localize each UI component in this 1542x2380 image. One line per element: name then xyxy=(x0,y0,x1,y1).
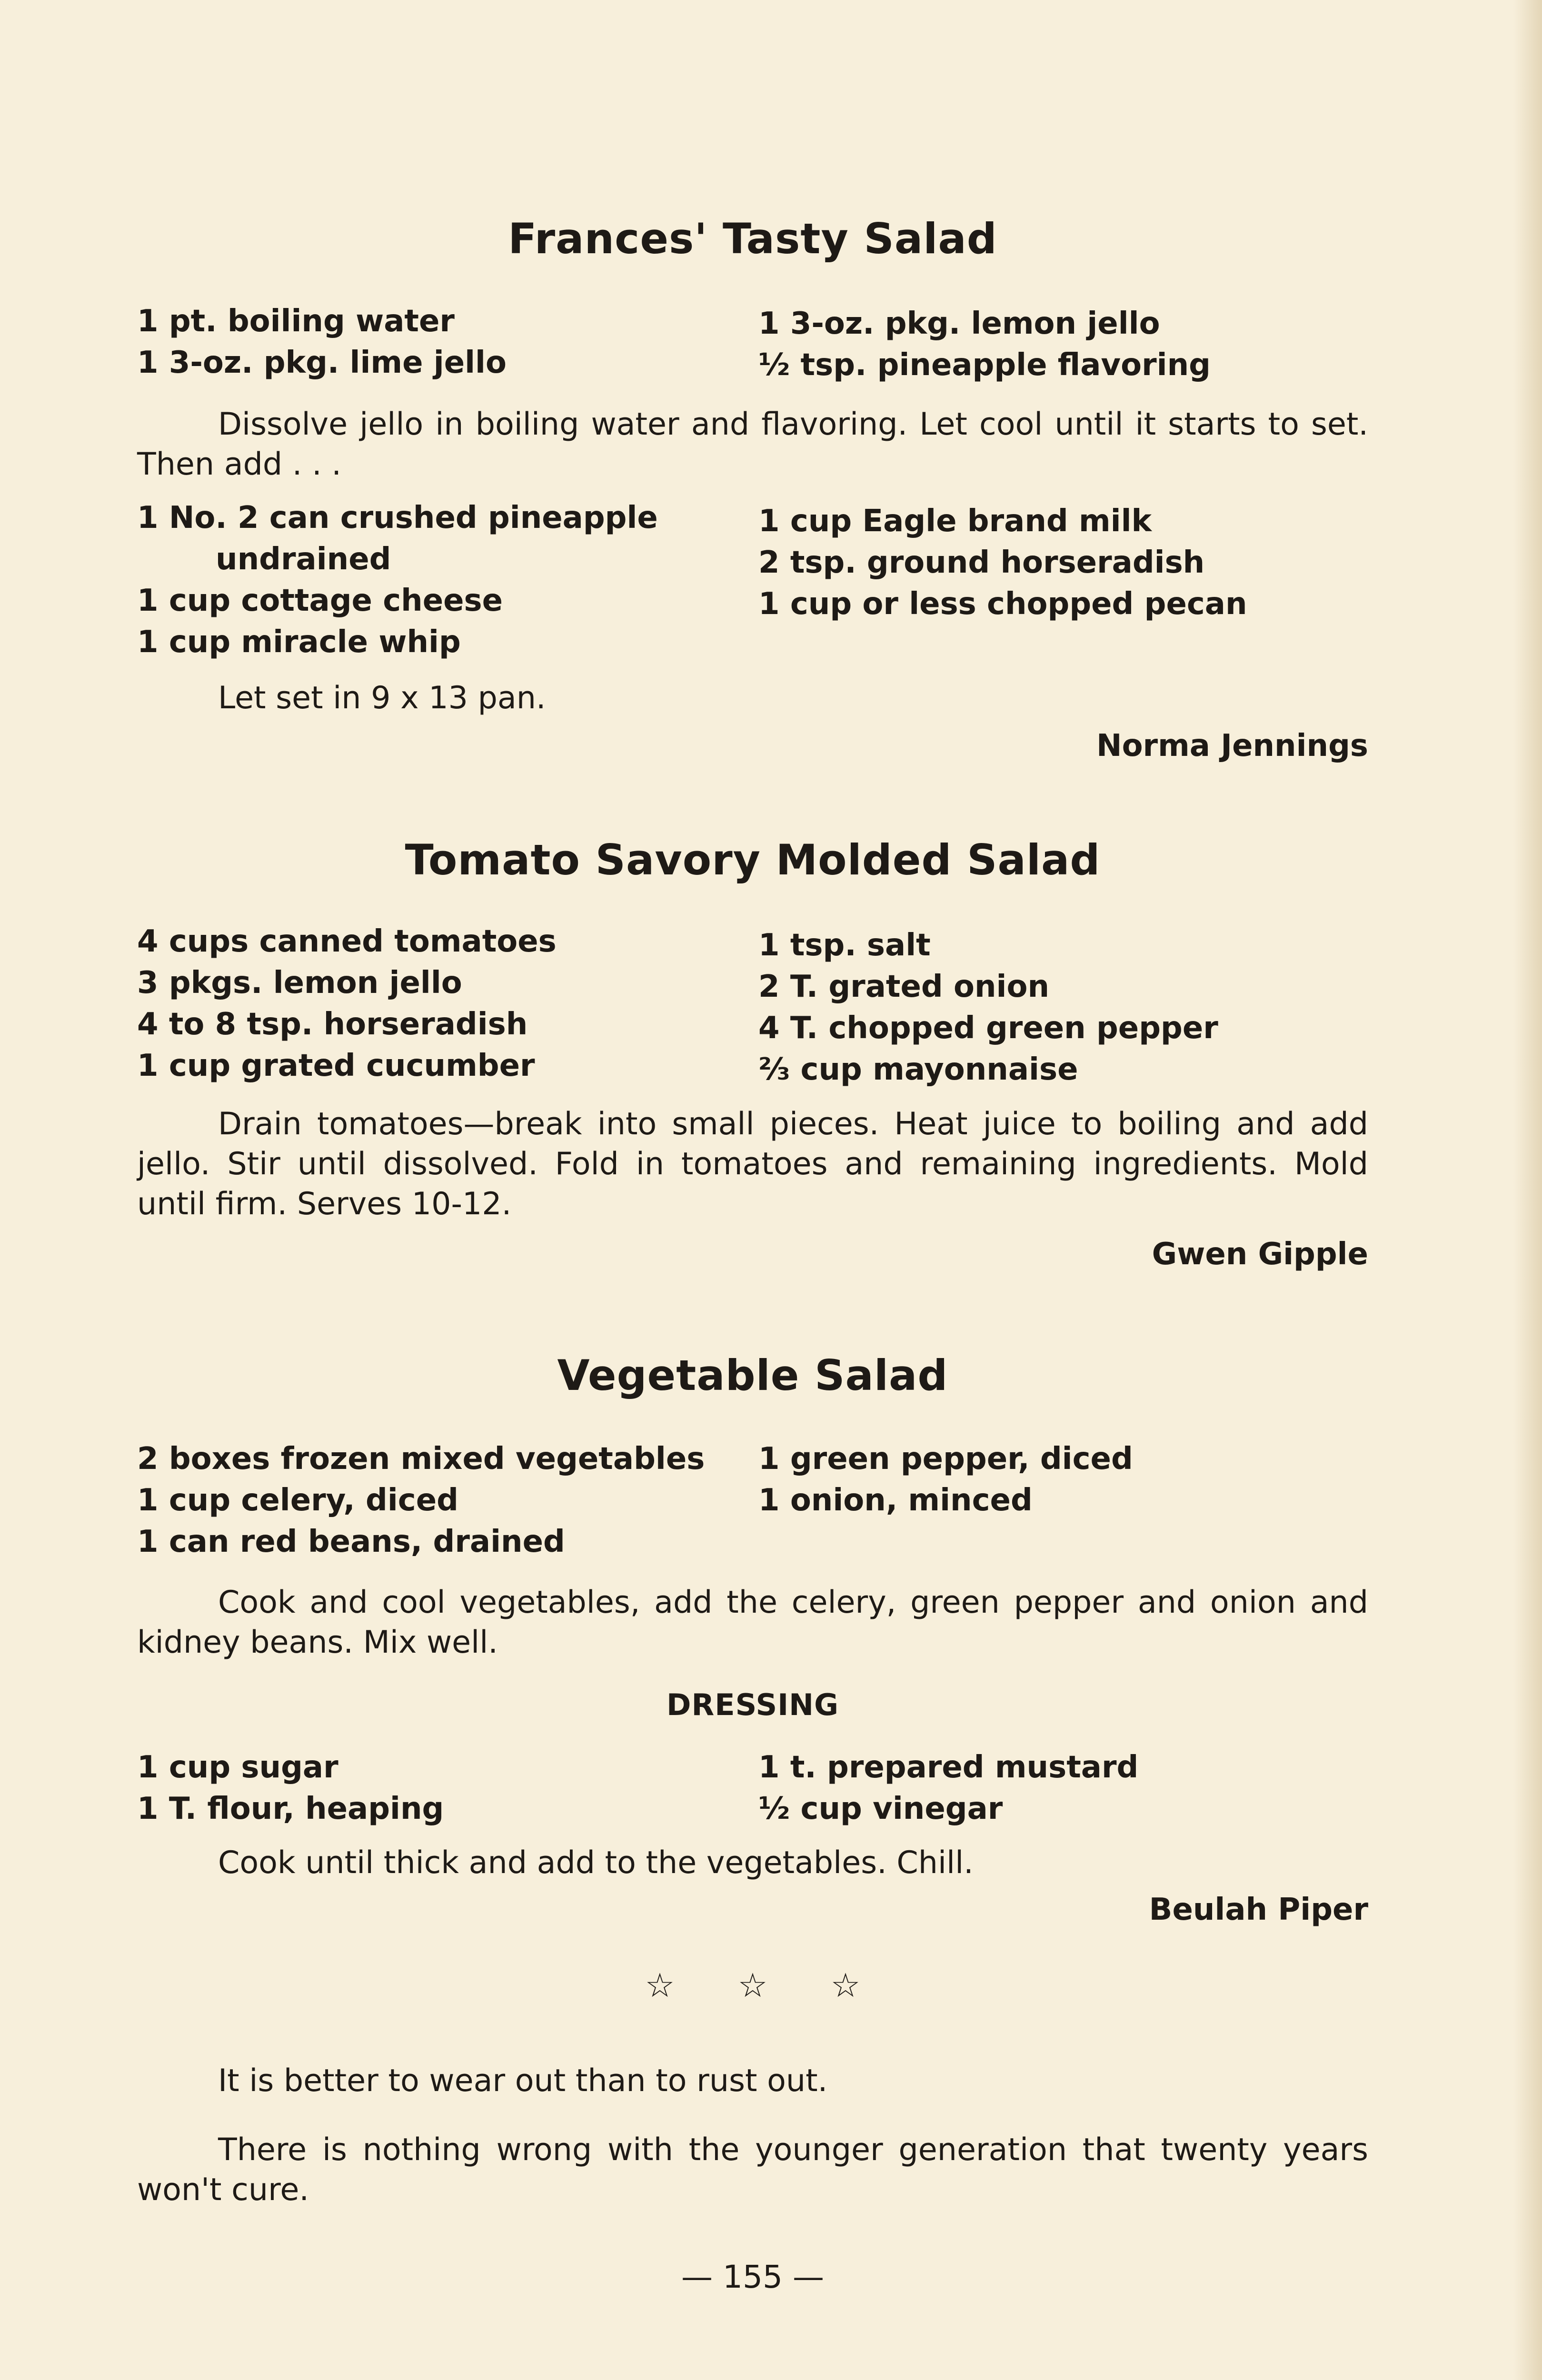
saying: There is nothing wrong with the younger generation that twenty years won't cure. xyxy=(137,2132,1368,2208)
recipe-credit: Gwen Gipple xyxy=(1152,1237,1368,1272)
ingredient: 1 can red beans, drained xyxy=(137,1524,565,1559)
recipe-directions: Dissolve jello in boiling water and flavoring. Let cool until it starts to set. Then add . . . xyxy=(137,407,1368,482)
ingredient: 1 cup sugar xyxy=(137,1750,338,1785)
saying: It is better to wear out than to rust out. xyxy=(218,2063,828,2099)
ingredient: 1 t. prepared mustard xyxy=(758,1750,1139,1785)
ingredient: 1 green pepper, diced xyxy=(758,1441,1133,1477)
ingredient: 1 tsp. salt xyxy=(758,928,931,963)
dressing-heading: DRESSING xyxy=(667,1687,839,1722)
ingredient-list-right xyxy=(758,501,1247,625)
ingredient: ⅔ cup mayonnaise xyxy=(758,1052,1078,1087)
ingredient-list-left xyxy=(137,1438,705,1563)
ingredient: 1 cup celery, diced xyxy=(137,1483,458,1518)
ingredient-list-right xyxy=(758,925,1218,1091)
ingredient: 2 T. grated onion xyxy=(758,969,1049,1004)
ingredient: 1 onion, minced xyxy=(758,1483,1033,1518)
ingredient: 1 3-oz. pkg. lime jello xyxy=(137,345,507,380)
recipe-directions: Cook and cool vegetables, add the celery, green pepper and onion and kidney beans. Mix well. xyxy=(137,1585,1368,1660)
ingredient: ½ cup vinegar xyxy=(758,1791,1003,1826)
recipe-directions: Let set in 9 x 13 pan. xyxy=(218,680,546,716)
ingredient: 1 cup Eagle brand milk xyxy=(758,504,1152,539)
ingredient: 4 cups canned tomatoes xyxy=(137,924,557,959)
ingredient: 1 T. flour, heaping xyxy=(137,1791,444,1826)
star-divider: ☆ ☆ ☆ xyxy=(645,1966,861,2005)
ingredient: 4 T. chopped green pepper xyxy=(758,1011,1218,1046)
ingredient: 2 boxes frozen mixed vegetables xyxy=(137,1441,705,1477)
dressing-ingredient-list-right xyxy=(758,1747,1138,1830)
recipe-title-tomato-savory-molded-salad: Tomato Savory Molded Salad xyxy=(405,835,1101,884)
ingredient-list-left xyxy=(137,497,658,663)
page-number: — 155 — xyxy=(681,2259,824,2295)
ingredient: 1 cup or less chopped pecan xyxy=(758,586,1247,622)
recipe-title-vegetable-salad: Vegetable Salad xyxy=(557,1351,948,1400)
ingredient: 1 cup miracle whip xyxy=(137,625,461,660)
dressing-ingredient-list-left xyxy=(137,1747,444,1830)
ingredient: ½ tsp. pineapple flavoring xyxy=(758,347,1211,383)
ingredient: 1 cup grated cucumber xyxy=(137,1048,535,1083)
ingredient: 1 3-oz. pkg. lemon jello xyxy=(758,306,1160,341)
recipe-title-frances-tasty-salad: Frances' Tasty Salad xyxy=(508,214,997,263)
ingredient: 1 cup cottage cheese xyxy=(137,583,503,618)
ingredient-list-right xyxy=(758,1438,1133,1521)
cookbook-page xyxy=(137,0,1368,2380)
ingredient: 3 pkgs. lemon jello xyxy=(137,965,462,1001)
ingredient: 1 pt. boiling water xyxy=(137,304,455,339)
recipe-credit: Norma Jennings xyxy=(1096,728,1368,764)
recipe-credit: Beulah Piper xyxy=(1149,1892,1368,1927)
dressing-directions: Cook until thick and add to the vegetables. Chill. xyxy=(218,1845,974,1881)
ingredient-list-left xyxy=(137,921,557,1087)
ingredient: 4 to 8 tsp. horseradish xyxy=(137,1007,528,1042)
ingredient: 1 No. 2 can crushed pineapple xyxy=(137,500,658,536)
recipe-directions: Drain tomatoes—break into small pieces. Heat juice to boiling and add jello. Stir until dissolved. Fold in tomatoes and remaining ingredients. Mold until firm. Serves 10-12. xyxy=(137,1106,1368,1222)
ingredient-list-right xyxy=(758,303,1211,386)
ingredient: 2 tsp. ground horseradish xyxy=(758,545,1205,580)
ingredient-list-left xyxy=(137,301,507,384)
page-edge-shadow xyxy=(1513,0,1542,2380)
ingredient-continuation: undrained xyxy=(216,542,391,577)
